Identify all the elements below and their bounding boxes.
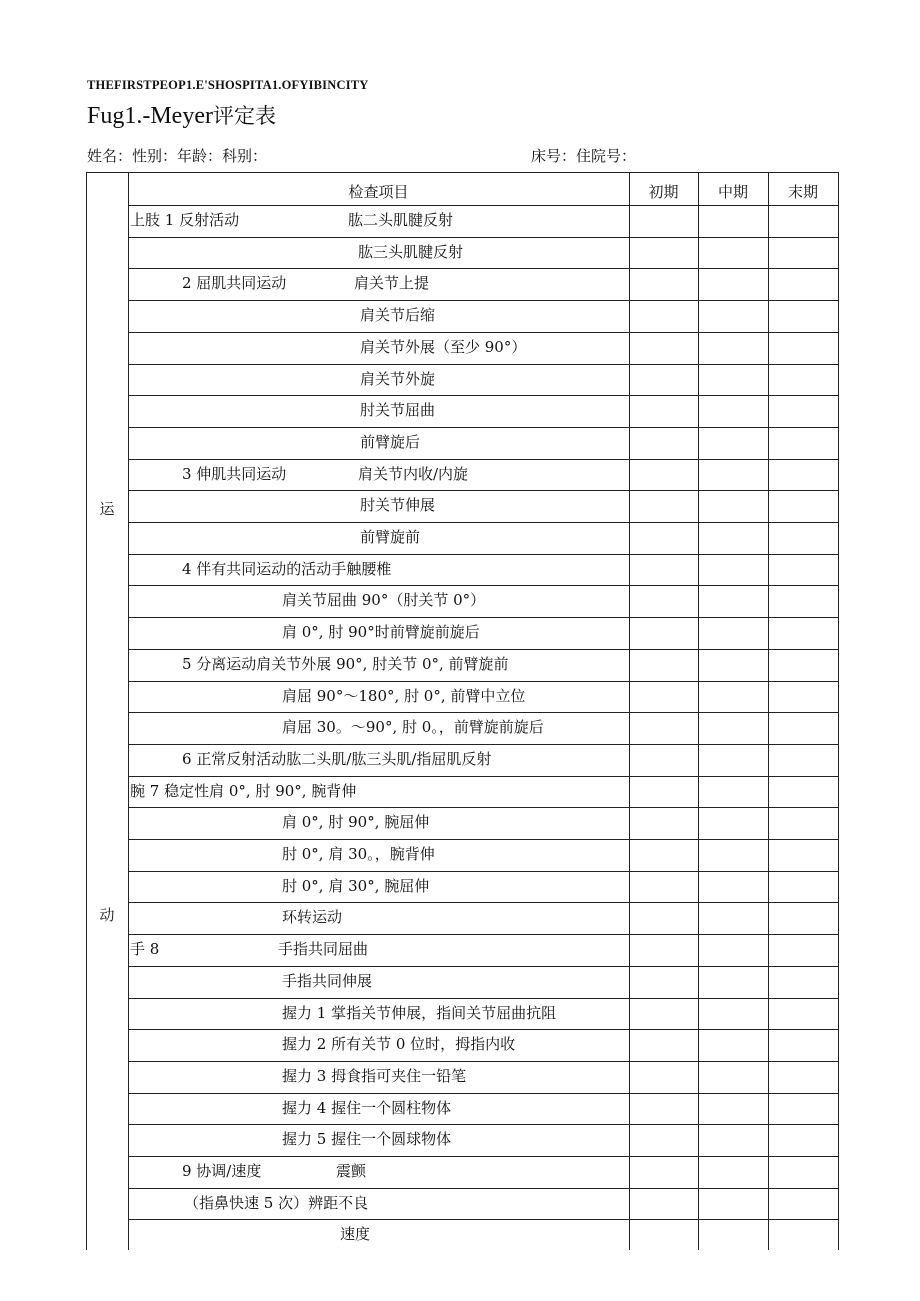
- row-item-text: 握力 5 握住一个圆球物体: [282, 1130, 452, 1149]
- row-item-text: 速度: [340, 1225, 371, 1244]
- row-item-text: 前臂旋前: [360, 528, 421, 546]
- table-row: [128, 522, 629, 553]
- table-row: [128, 332, 629, 363]
- table-row: [128, 1093, 629, 1124]
- row-divider: [128, 585, 839, 586]
- patient-info-left: 姓名：性别：年龄：科别：: [87, 147, 268, 165]
- table-row: [128, 1188, 629, 1219]
- row-divider: [128, 459, 839, 460]
- table-row: [128, 490, 629, 521]
- row-divider: [128, 744, 839, 745]
- row-divider: [128, 1156, 839, 1157]
- row-item-text: 肩关节外展（至少 90°）: [360, 337, 527, 356]
- row-divider: [128, 934, 839, 935]
- row-divider: [128, 1188, 839, 1189]
- row-item-text: 2 屈肌共同运动: [182, 274, 287, 293]
- row-divider: [128, 522, 839, 523]
- row-item-text: 肩关节后缩: [360, 306, 436, 325]
- row-divider: [128, 364, 839, 365]
- col-divider-c3: [768, 172, 769, 1250]
- side-label-2: 动: [99, 906, 115, 924]
- row-divider: [128, 395, 839, 396]
- row-divider: [128, 490, 839, 491]
- row-divider: [128, 617, 839, 618]
- table-row: [128, 395, 629, 426]
- row-divider: [128, 1029, 839, 1030]
- row-divider: [128, 649, 839, 650]
- table-row: [128, 966, 629, 997]
- table-row: [128, 427, 629, 458]
- row-divider: [128, 712, 839, 713]
- row-item-text: 肱二头肌腱反射: [348, 211, 454, 229]
- table-row: [128, 300, 629, 331]
- page-title: [87, 100, 276, 130]
- row-item-text: 手 8: [130, 940, 160, 959]
- table-row: [128, 998, 629, 1029]
- row-item-text: 握力 2 所有关节 0 位时，拇指内收: [282, 1035, 516, 1054]
- row-item-text: 肘 0°, 肩 30°, 腕屈伸: [282, 876, 430, 895]
- table-row: [128, 1156, 629, 1187]
- table-row: [128, 744, 629, 775]
- table-row: [128, 934, 629, 965]
- table-row: [128, 1061, 629, 1092]
- assessment-table: [86, 172, 839, 1250]
- table-row: [128, 807, 629, 838]
- table-row: [128, 871, 629, 902]
- row-item-text: 上肢 1 反射活动: [130, 211, 240, 229]
- table-row: [128, 902, 629, 933]
- table-row: [128, 1219, 629, 1250]
- col-divider-c2: [698, 172, 699, 1250]
- col-divider-c1: [629, 172, 630, 1250]
- row-item-text: 肘关节屈曲: [360, 401, 436, 420]
- row-item-text: （指鼻快速 5 次）辨距不良: [184, 1193, 369, 1212]
- table-row: [128, 459, 629, 490]
- row-divider: [128, 1219, 839, 1220]
- row-item-text: 肘 0°, 肩 30。，腕背伸: [282, 845, 435, 863]
- row-item-text: 5 分离运动肩关节外展 90°, 肘关节 0°, 前臂旋前: [182, 654, 509, 673]
- row-item-text: 3 伸肌共同运动: [182, 464, 287, 483]
- row-divider: [128, 1124, 839, 1125]
- table-row: [128, 268, 629, 299]
- row-item-text: 手指共同伸展: [282, 971, 373, 990]
- row-divider: [128, 300, 839, 301]
- table-top-border: [86, 172, 839, 173]
- row-divider: [128, 681, 839, 682]
- row-divider: [128, 237, 839, 238]
- table-row: [128, 237, 629, 268]
- table-row: [128, 585, 629, 616]
- row-divider: [128, 1093, 839, 1094]
- table-row: [128, 554, 629, 585]
- row-item-text: 肩屈 30。～90°, 肘 0。，前臂旋前旋后: [282, 718, 544, 737]
- row-item-text: 震颤: [336, 1162, 367, 1180]
- row-divider: [128, 807, 839, 808]
- table-row: [128, 364, 629, 395]
- row-item-text: 肩关节外旋: [360, 369, 436, 388]
- row-item-text: 腕 7 稳定性肩 0°, 肘 90°, 腕背伸: [130, 781, 357, 800]
- row-item-text: 肩屈 90°～180°, 肘 0°, 前臂中立位: [282, 686, 526, 705]
- row-item-text: 9 协调/速度: [182, 1162, 262, 1180]
- table-row: [128, 776, 629, 807]
- row-divider: [128, 998, 839, 999]
- table-right-border: [838, 172, 839, 1250]
- row-divider: [128, 427, 839, 428]
- row-item-text: 环转运动: [282, 908, 343, 927]
- row-divider: [128, 268, 839, 269]
- title-chinese: 评定表: [212, 104, 276, 128]
- row-item-text: 肘关节伸展: [360, 496, 436, 515]
- row-item-text: 肱三头肌腱反射: [358, 242, 464, 261]
- header-divider: [128, 205, 839, 206]
- row-divider: [128, 554, 839, 555]
- row-item-text: 手指共同屈曲: [278, 940, 369, 959]
- col-header-item: 检查项目: [348, 183, 409, 201]
- row-item-text: 握力 4 握住一个圆柱物体: [282, 1098, 452, 1117]
- row-divider: [128, 839, 839, 840]
- patient-info-right: 床号：住院号：: [531, 147, 637, 165]
- row-item-text: 握力 1 掌指关节伸展，指间关节屈曲抗阻: [282, 1003, 557, 1022]
- row-divider: [128, 871, 839, 872]
- table-row: [128, 617, 629, 648]
- row-item-text: 肩关节屈曲 90°（肘关节 0°）: [282, 591, 486, 610]
- row-item-text: 握力 3 拇食指可夹住一铅笔: [282, 1066, 467, 1085]
- col-header-final: 末期: [787, 183, 818, 201]
- table-row: [128, 1124, 629, 1155]
- table-row: [128, 712, 629, 743]
- row-divider: [128, 966, 839, 967]
- row-item-text: 6 正常反射活动肱二头肌/肱三头肌/指屈肌反射: [182, 749, 492, 768]
- row-divider: [128, 1061, 839, 1062]
- row-divider: [128, 776, 839, 777]
- table-row: [128, 205, 629, 236]
- side-label-1: 运: [99, 500, 115, 518]
- table-left-border: [86, 172, 87, 1250]
- hospital-name: THEFIRSTPEOP1.E'SHOSPITA1.OFYIBINCITY: [87, 78, 369, 92]
- col-header-middle: 中期: [717, 183, 748, 201]
- row-item-text: 4 伴有共同运动的活动手触腰椎: [182, 559, 392, 578]
- col-header-initial: 初期: [648, 183, 679, 201]
- title-latin: Fug1.-Meyer: [87, 103, 213, 129]
- row-item-text: 前臂旋后: [360, 432, 421, 451]
- row-divider: [128, 332, 839, 333]
- row-item-text: 肩 0°, 肘 90°, 腕屈伸: [282, 813, 430, 832]
- table-row: [128, 681, 629, 712]
- row-item-text: 肩 0°, 肘 90°时前臂旋前旋后: [282, 623, 480, 642]
- row-item-text: 肩关节内收/内旋: [358, 464, 469, 483]
- row-item-text: 肩关节上提: [354, 274, 430, 293]
- table-row: [128, 1029, 629, 1060]
- row-divider: [128, 902, 839, 903]
- table-row: [128, 839, 629, 870]
- table-row: [128, 649, 629, 680]
